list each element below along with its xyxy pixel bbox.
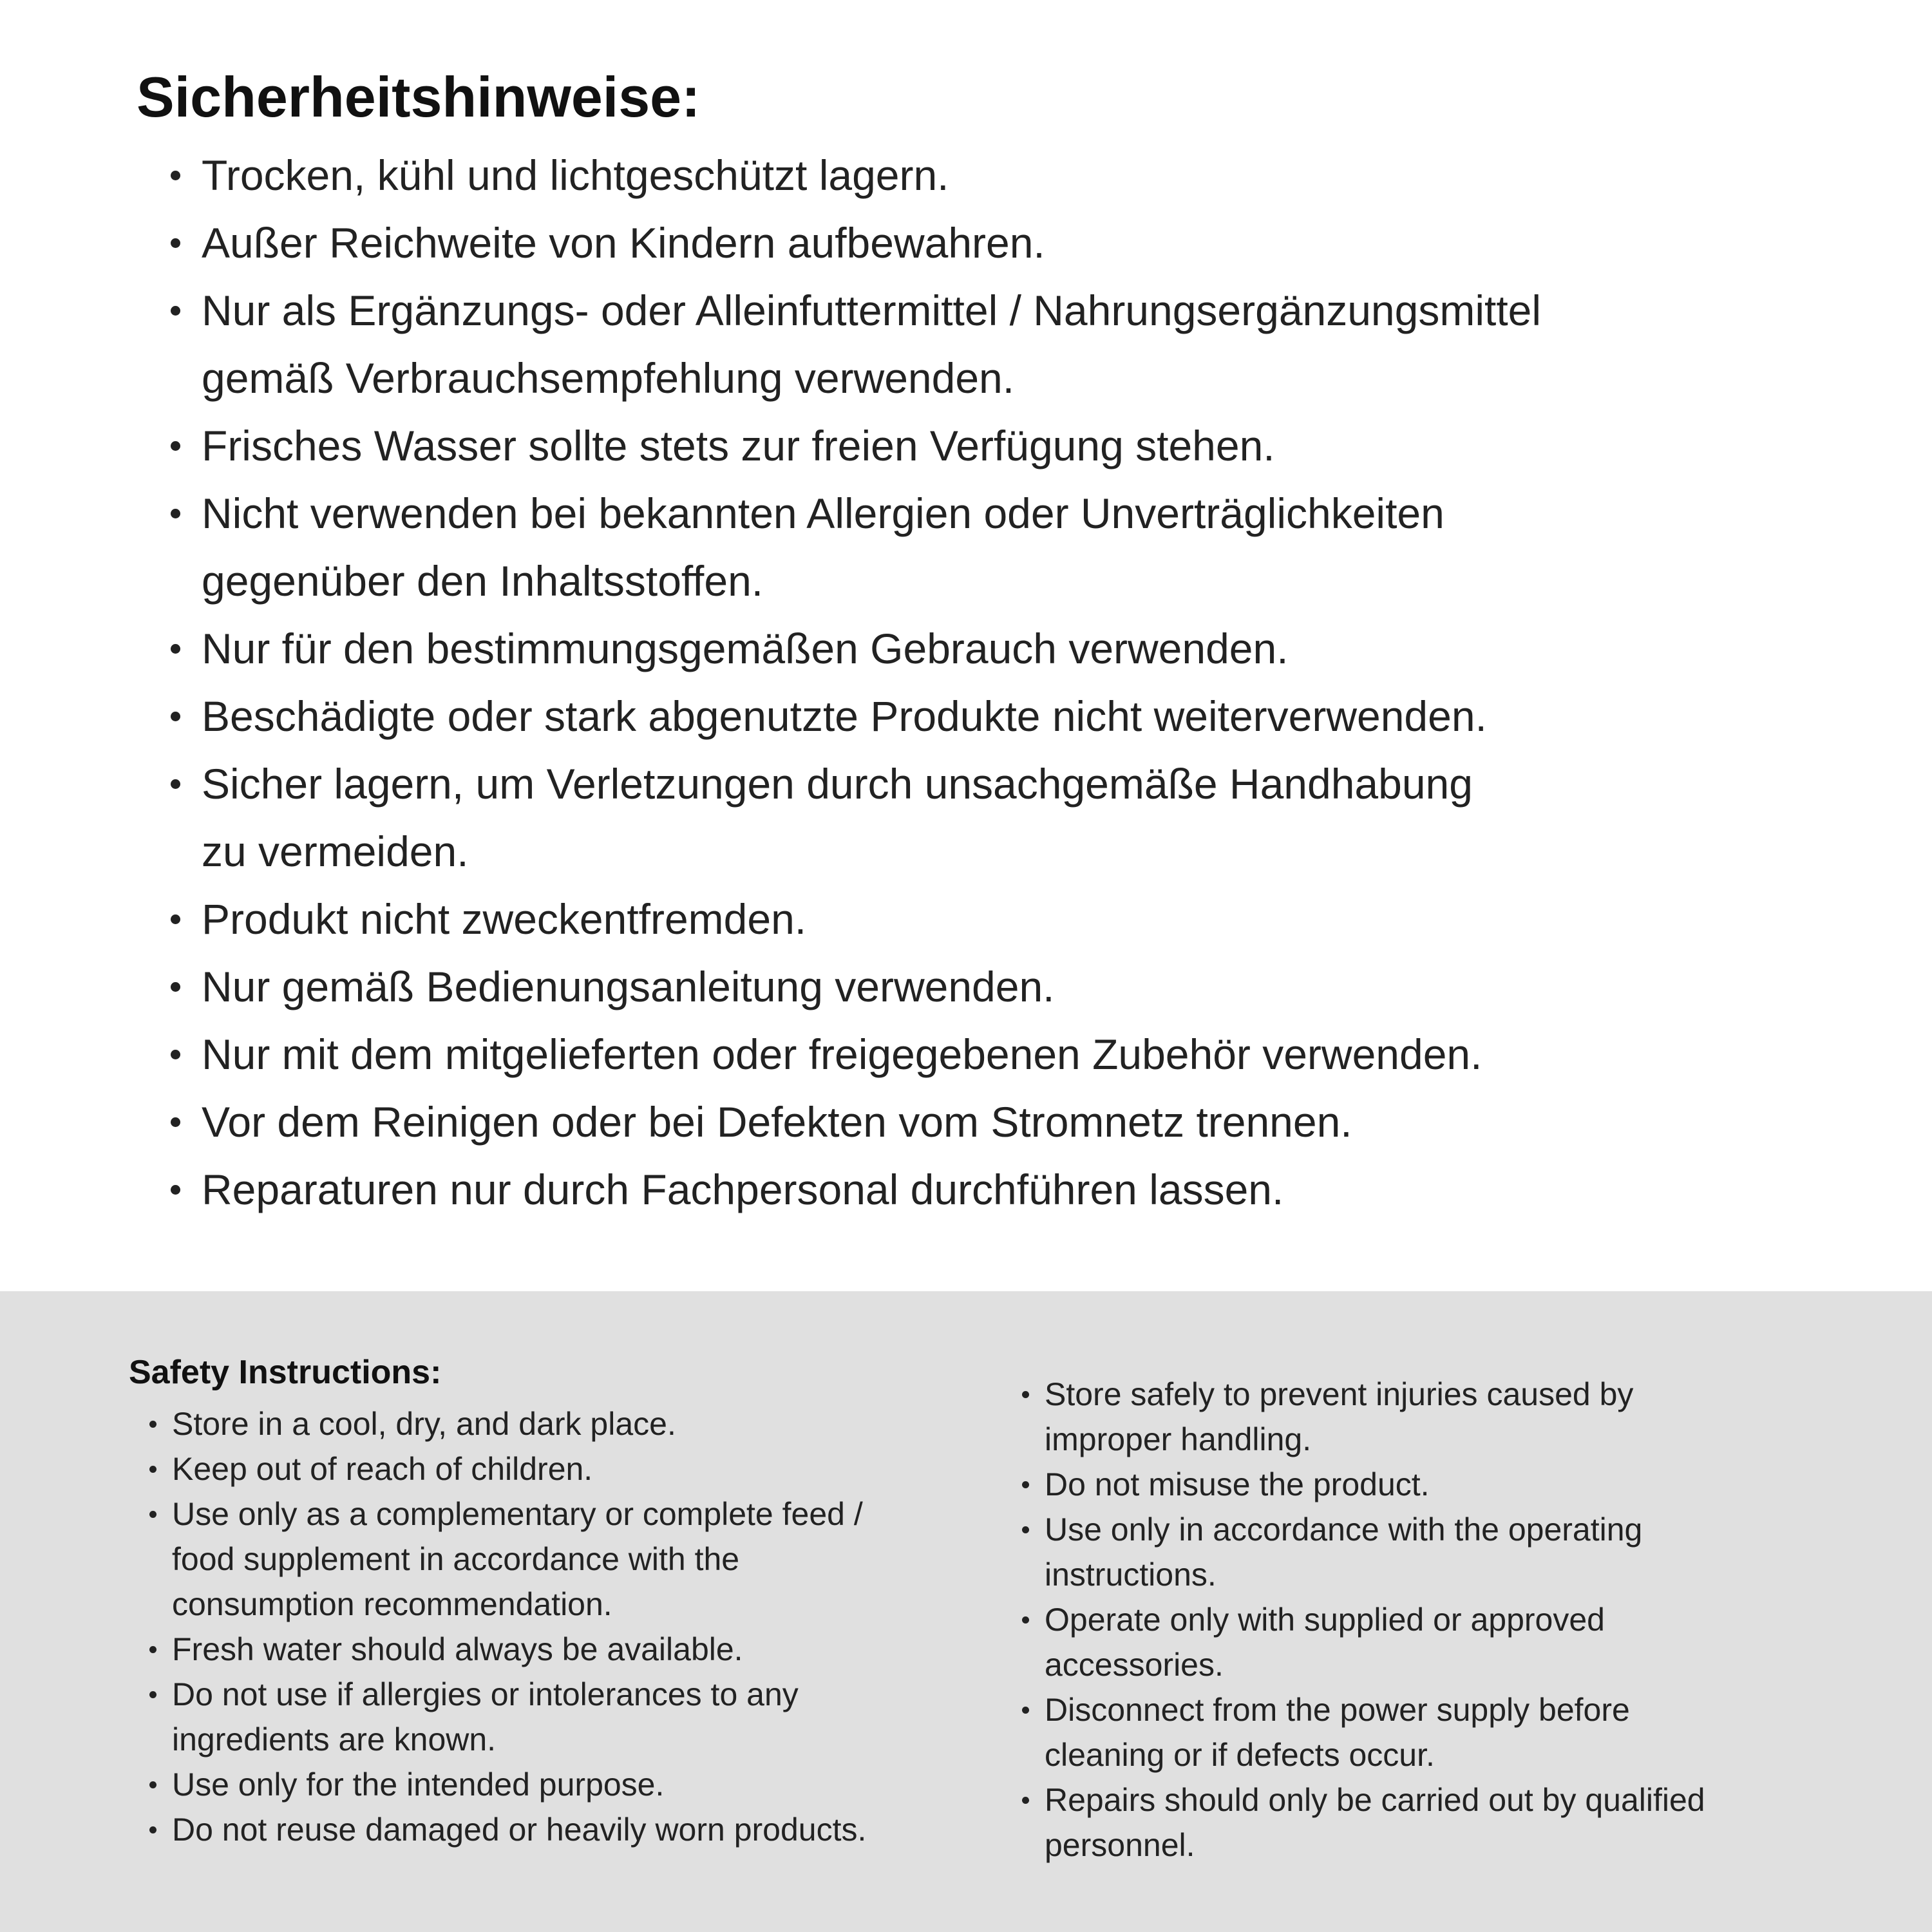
list-item-line: Nur für den bestimmungsgemäßen Gebrauch verwenden. <box>202 625 1289 673</box>
list-item-line: cleaning or if defects occur. <box>1045 1737 1435 1773</box>
list-item <box>129 1401 992 1446</box>
list-item-line: accessories. <box>1045 1647 1224 1683</box>
list-item-line: food supplement in accordance with the <box>172 1541 740 1578</box>
list-item-line: gegenüber den Inhaltsstoffen. <box>202 557 764 605</box>
list-item <box>137 412 1811 480</box>
list-item-line: Nur gemäß Bedienungsanleitung verwenden. <box>202 963 1055 1011</box>
list-item <box>137 1021 1811 1088</box>
list-item-line: Operate only with supplied or approved <box>1045 1602 1605 1638</box>
german-section-title: Sicherheitshinweise: <box>137 65 701 129</box>
list-item-line: Nur als Ergänzungs- oder Alleinfuttermittel / Nahrungsergänzungsmittel <box>202 287 1542 335</box>
list-item <box>137 750 1811 886</box>
list-item-line: Vor dem Reinigen oder bei Defekten vom Stromnetz trennen. <box>202 1098 1352 1146</box>
list-item-line: Use only as a complementary or complete feed / <box>172 1496 863 1533</box>
list-item-line: consumption recommendation. <box>172 1586 612 1623</box>
list-item <box>129 1627 992 1672</box>
german-safety-list <box>137 142 1811 1224</box>
list-item <box>129 1492 992 1627</box>
english-left-column <box>129 1352 992 1852</box>
english-section-title: Safety Instructions: <box>129 1354 442 1391</box>
list-item-line: Reparaturen nur durch Fachpersonal durchführen lassen. <box>202 1166 1284 1214</box>
list-item <box>129 1807 992 1852</box>
list-item-line: improper handling. <box>1045 1421 1312 1457</box>
list-item <box>137 615 1811 683</box>
list-item-line: Frisches Wasser sollte stets zur freien Verfügung stehen. <box>202 422 1275 470</box>
list-item <box>137 953 1811 1021</box>
list-item <box>137 683 1811 750</box>
list-item <box>129 1446 992 1492</box>
english-safety-list-right <box>1001 1372 1916 1868</box>
list-item-line: Disconnect from the power supply before <box>1045 1692 1630 1728</box>
list-item <box>129 1762 992 1807</box>
list-item <box>1001 1507 1916 1597</box>
list-item <box>137 209 1811 277</box>
list-item-line: zu vermeiden. <box>202 828 469 876</box>
list-item-line: Store in a cool, dry, and dark place. <box>172 1406 676 1443</box>
list-item-line: Repairs should only be carried out by qualified <box>1045 1782 1705 1818</box>
list-item-line: personnel. <box>1045 1827 1195 1863</box>
list-item-line: ingredients are known. <box>172 1721 497 1758</box>
list-item <box>137 1088 1811 1156</box>
list-item <box>137 1156 1811 1224</box>
list-item <box>137 277 1811 412</box>
list-item-line: Nicht verwenden bei bekannten Allergien oder Unverträglichkeiten <box>202 489 1444 538</box>
list-item <box>129 1672 992 1762</box>
english-safety-list-left <box>129 1401 992 1852</box>
list-item-line: Do not use if allergies or intolerances to any <box>172 1676 799 1713</box>
german-safety-section <box>137 64 1811 1224</box>
list-item <box>1001 1597 1916 1687</box>
list-item-line: Sicher lagern, um Verletzungen durch unsachgemäße Handhabung <box>202 760 1473 808</box>
english-safety-section <box>0 1291 1932 1932</box>
english-right-column <box>1001 1372 1916 1868</box>
list-item-line: Nur mit dem mitgelieferten oder freigegebenen Zubehör verwenden. <box>202 1030 1482 1079</box>
list-item-line: Do not reuse damaged or heavily worn products. <box>172 1812 867 1848</box>
list-item-line: Außer Reichweite von Kindern aufbewahren. <box>202 219 1045 267</box>
list-item-line: instructions. <box>1045 1557 1217 1593</box>
list-item-line: Use only in accordance with the operating <box>1045 1511 1643 1548</box>
list-item <box>1001 1372 1916 1462</box>
list-item-line: Fresh water should always be available. <box>172 1631 743 1668</box>
list-item <box>137 886 1811 953</box>
list-item-line: gemäß Verbrauchsempfehlung verwenden. <box>202 354 1015 402</box>
list-item <box>137 480 1811 615</box>
list-item <box>1001 1462 1916 1507</box>
list-item-line: Do not misuse the product. <box>1045 1466 1430 1502</box>
list-item-line: Use only for the intended purpose. <box>172 1766 665 1803</box>
list-item-line: Store safely to prevent injuries caused by <box>1045 1376 1634 1412</box>
list-item-line: Trocken, kühl und lichtgeschützt lagern. <box>202 151 949 200</box>
list-item-line: Produkt nicht zweckentfremden. <box>202 895 807 943</box>
list-item-line: Beschädigte oder stark abgenutzte Produkte nicht weiterverwenden. <box>202 692 1487 741</box>
list-item-line: Keep out of reach of children. <box>172 1451 593 1488</box>
list-item <box>137 142 1811 209</box>
list-item <box>1001 1687 1916 1777</box>
list-item <box>1001 1777 1916 1868</box>
